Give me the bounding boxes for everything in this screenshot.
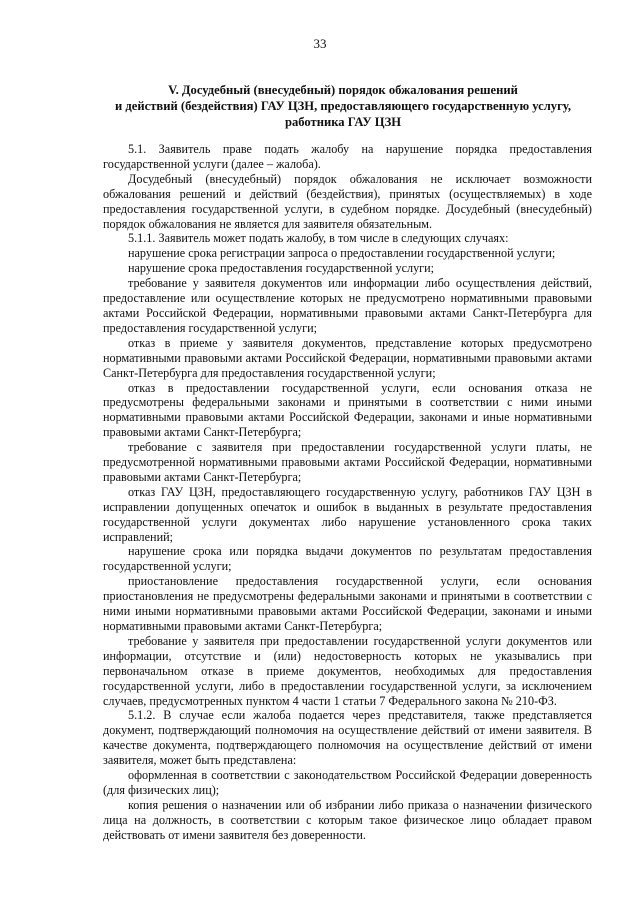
paragraph: нарушение срока предоставления государственной услуги; [128, 261, 435, 276]
paragraph: нарушение срока или порядка выдачи документов по результатам предоставления государственной услуги; [103, 544, 592, 574]
paragraph: требование с заявителя при предоставлении государственной услуги платы, не предусмотренной нормативными правовыми актами Российской Федерации, нормативными правовыми актами Санкт-Петербурга; [103, 440, 592, 484]
section-title-line: работника ГАУ ЦЗН [284, 115, 402, 129]
paragraph: 5.1.2. В случае если жалоба подается через представителя, также представляется документ, подтверждающий полномочия на осуществление действий от имени заявителя. В качестве документа, подтверждающего полномочия на осуществление действий от имени заявителя, может быть представлена: [103, 708, 592, 768]
paragraph: требование у заявителя документов или информации либо осуществления действий, предоставление или осуществление которых не предусмотрено нормативными правовыми актами Российской Федерации, нормативными правовыми актами Санкт-Петербурга для предоставления государственной услуги; [103, 276, 592, 335]
paragraph: отказ в предоставлении государственной услуги, если основания отказа не предусмотрены федеральными законами и принятыми в соответствии с ними иными нормативными правовыми актами Российской Федерации, законами и иные нормативными правовыми актами Санкт-Петербурга; [103, 380, 592, 440]
paragraph: Досудебный (внесудебный) порядок обжалования не исключает возможности обжалования решений и действий (бездействия), принятых (осуществляемых) в ходе предоставления государственной услуги, в судебном порядке. Досудебный (внесудебный) порядок обжалования не является для заявителя обязательным. [103, 171, 592, 231]
body-text [103, 142, 592, 843]
paragraph: 5.1. Заявитель праве подать жалобу на нарушение порядка предоставления государственной услуги (далее – жалоба). [103, 142, 592, 171]
paragraph: нарушение срока регистрации запроса о предоставлении государственной услуги; [128, 246, 556, 261]
paragraph: отказ ГАУ ЦЗН, предоставляющего государственную услугу, работников ГАУ ЦЗН в исправлении допущенных опечаток и ошибок в выданных в результате предоставления государственной услуги документах либо нарушение установленного срока таких исправлений; [103, 484, 592, 544]
paragraph: приостановление предоставления государственной услуги, если основания приостановления не предусмотрены федеральными законами и принятыми в соответствии с ними иными нормативными правовыми актами Российской Федерации, законами и иными нормативными правовыми актами Санкт-Петербурга; [103, 574, 592, 633]
section-title [96, 82, 590, 130]
paragraph: оформленная в соответствии с законодательством Российской Федерации доверенность (для физических лиц); [103, 768, 592, 797]
page-number: 33 [313, 36, 327, 51]
paragraph: 5.1.1. Заявитель может подать жалобу, в том числе в следующих случаях: [128, 231, 509, 246]
paragraph: требование у заявителя при предоставлении государственной услуги документов или информации, отсутствие и (или) недостоверность которых не указывались при первоначальном отказе в приеме документов, необходимых для предоставления государственной услуги, либо в предоставлении государственной услуги, за исключением случаев, предусмотренных пунктом 4 части 1 статьи 7 Федерального закона № 210-ФЗ. [103, 633, 592, 708]
paragraph: отказ в приеме у заявителя документов, представление которых предусмотрено нормативными правовыми актами Российской Федерации, нормативными правовыми актами Санкт-Петербурга для предоставления государственной услуги; [103, 335, 592, 380]
section-title-line: и действий (бездействия) ГАУ ЦЗН, предоставляющего государственную услугу, [115, 99, 571, 113]
section-title-line: V. Досудебный (внесудебный) порядок обжалования решений [168, 83, 518, 97]
paragraph: копия решения о назначении или об избрании либо приказа о назначении физического лица на должность, в соответствии с которым такое физическое лицо обладает правом действовать от имени заявителя без доверенности. [103, 797, 592, 842]
